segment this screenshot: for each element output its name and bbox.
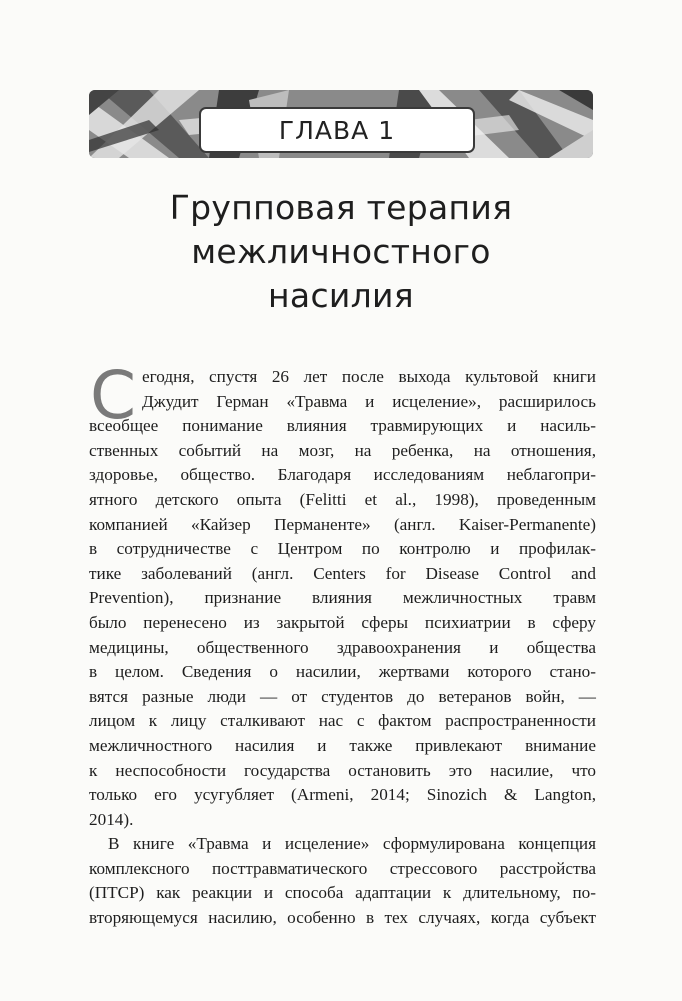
text-line: лицом к лицу сталкивают нас с фактом распространенности [89,711,596,731]
title-line: насилия [268,276,414,315]
text-line: медицины, общественного здравоохранения и общества [89,637,596,657]
chapter-label: ГЛАВА 1 [199,107,475,153]
text-line: в сотрудничестве с Центром по контролю и профилак- [89,539,596,559]
text-line: Джудит Герман «Травма и исцеление», расширилось [142,391,596,411]
title-line: межличностного [191,232,491,271]
text-line: только его усугубляет (Armeni, 2014; Sinozich & Langton, [89,785,596,805]
text-line: к неспособности государства остановить это насилие, что [89,760,596,780]
text-line: межличностного насилия и также привлекают внимание [89,735,596,755]
text-line: 2014). [89,809,134,829]
text-line: тике заболеваний (англ. Centers for Disease Control and [89,563,596,583]
drop-cap: С [90,357,137,434]
text-line: ственных событий на мозг, на ребенка, на отношения, [89,440,596,460]
text-line: комплексного посттравматического стрессового расстройства [89,858,596,878]
text-line: егодня, спустя 26 лет после выхода культовой книги [142,367,596,386]
title-line: Групповая терапия [169,188,513,227]
body-text [89,357,596,931]
text-line: всеобщее понимание влияния травмирующих и насиль- [89,416,596,436]
text-line: в целом. Сведения о насилии, жертвами которого стано- [89,662,596,682]
text-line: (ПТСР) как реакции и способа адаптации к длительному, по- [89,883,596,903]
text-line: вторяющемуся насилию, особенно в тех случаях, когда субъект [89,908,596,928]
page-title [100,186,582,318]
text-line: вятся разные люди — от студентов до ветеранов войн, — [89,686,596,706]
text-line: было перенесено из закрытой сферы психиатрии в сферу [89,612,596,632]
text-line: ятного детского опыта (Felitti et al., 1998), проведенным [89,489,596,509]
text-line: здоровье, общество. Благодаря исследованиям неблагопри- [89,465,596,485]
text-line: Prevention), признание влияния межличностных травм [89,588,596,608]
text-line: В книге «Травма и исцеление» сформулирована концепция [108,834,596,854]
text-line: компанией «Кайзер Перманенте» (англ. Kaiser-Permanente) [89,514,596,534]
